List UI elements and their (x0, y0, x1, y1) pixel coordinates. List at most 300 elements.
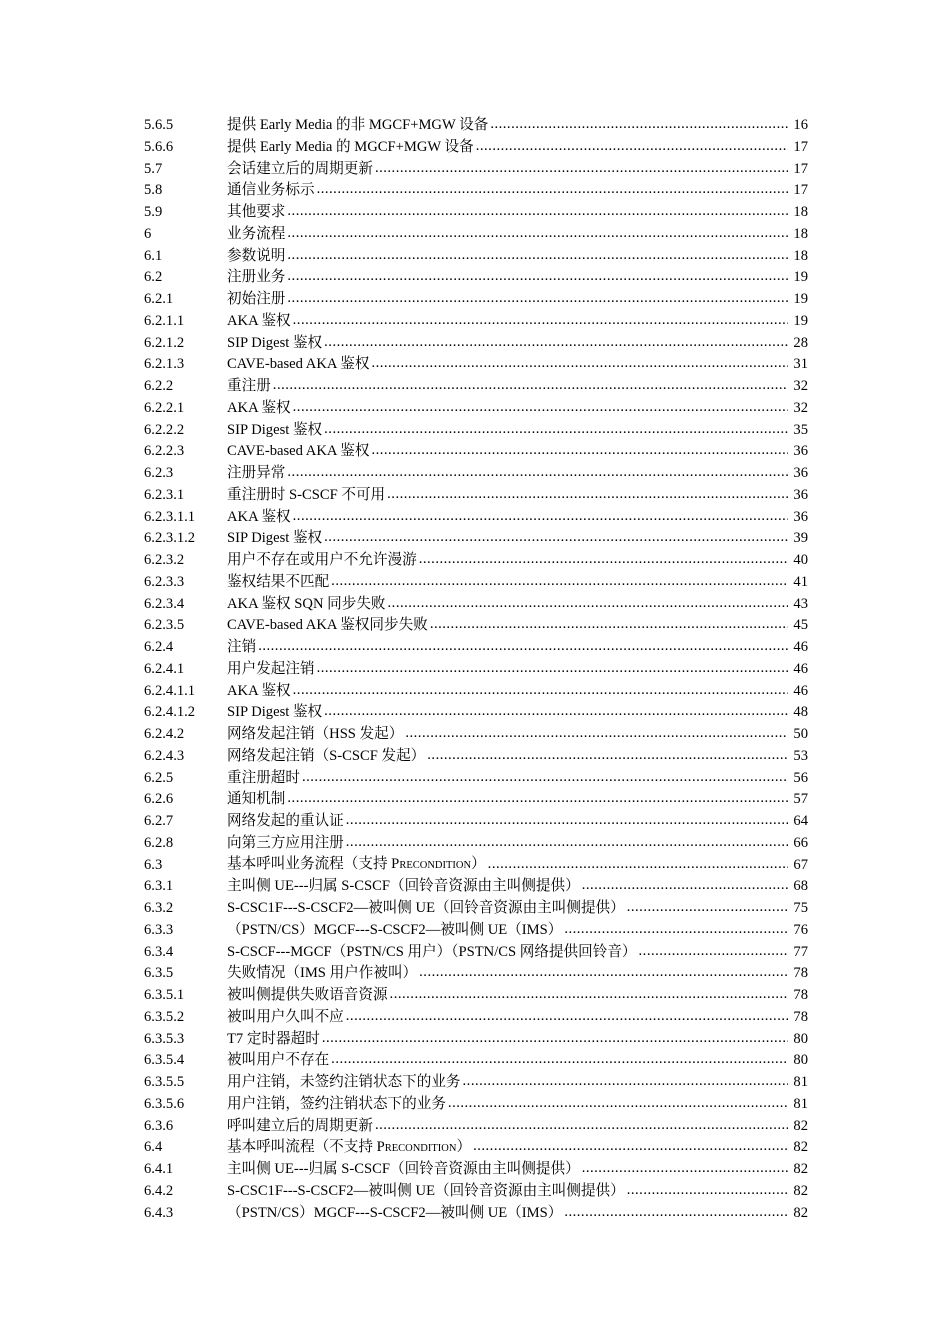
toc-entry[interactable] (144, 550, 808, 572)
toc-dot-leader (273, 375, 788, 397)
toc-dot-leader (322, 1028, 788, 1050)
toc-entry-number: 6.2.3.1.1 (144, 508, 196, 525)
toc-entry-title (227, 615, 428, 637)
toc-dot-leader (627, 1180, 788, 1202)
toc-entry-title-text: 参数说明 (227, 247, 286, 264)
toc-dot-leader (427, 745, 788, 767)
toc-entry-page: 57 (793, 791, 808, 808)
toc-entry-title (227, 441, 369, 463)
toc-entry-title-text: 基本呼叫业务流程（支持 P (227, 856, 400, 872)
toc-entry-title-text: 被叫用户不存在 (227, 1052, 330, 1069)
toc-entry-page: 18 (793, 247, 808, 264)
toc-entry-title (227, 985, 388, 1007)
toc-entry-title (227, 354, 369, 376)
toc-dot-leader (390, 984, 788, 1006)
toc-entry-title-text: 其他要求 (227, 204, 286, 220)
toc-entry[interactable] (144, 376, 808, 398)
toc-entry-title-text: 网络发起注销（HSS 发起） (227, 726, 404, 742)
toc-entry-number: 6.2.3.2 (144, 552, 185, 568)
toc-entry-title-text: SIP Digest 鉴权 (227, 334, 323, 351)
toc-entry-title (227, 376, 271, 398)
toc-entry-title-text: 呼叫建立后的周期更新 (227, 1117, 373, 1134)
toc-entry[interactable] (144, 985, 808, 1007)
toc-entry-title (227, 876, 580, 898)
toc-entry-title (227, 1007, 344, 1029)
toc-dot-leader (582, 1158, 788, 1180)
toc-dot-leader (490, 114, 788, 136)
toc-entry-title-text: 鉴权结果不匹配 (227, 573, 330, 590)
toc-entry-number: 6.4.1 (144, 1161, 174, 1177)
toc-entry-page: 82 (793, 1117, 808, 1134)
toc-dot-leader (371, 440, 788, 462)
toc-entry-title-text: 用户注销，未签约注销状态下的业务 (227, 1074, 461, 1090)
toc-entry-title (227, 789, 285, 811)
toc-entry-title (227, 137, 474, 159)
toc-entry-page: 40 (793, 552, 808, 568)
toc-entry-title (227, 485, 385, 507)
toc-entry-title (227, 1159, 580, 1181)
toc-entry[interactable] (144, 507, 808, 529)
toc-dot-leader (293, 397, 788, 419)
toc-entry[interactable] (144, 398, 808, 420)
toc-entry-title-text: AKA 鉴权 (227, 682, 291, 699)
toc-entry-page: 35 (793, 421, 808, 438)
toc-entry-page: 32 (793, 399, 808, 416)
toc-dot-leader (293, 680, 788, 702)
toc-entry-page: 17 (793, 182, 808, 199)
toc-entry-title (227, 1116, 373, 1138)
toc-dot-leader (346, 832, 788, 854)
toc-entry-title-text: AKA 鉴权 (227, 399, 291, 416)
toc-entry-title (227, 963, 417, 985)
toc-entry-title (227, 159, 373, 181)
toc-entry-title (227, 659, 315, 681)
toc-entry-title (227, 180, 315, 202)
toc-entry-page: 36 (793, 508, 808, 525)
toc-entry-title-text: （PSTN/CS）MGCF---S-CSCF2—被叫侧 UE（IMS） (227, 921, 563, 938)
toc-entry-number: 6.3 (144, 856, 163, 873)
toc-entry-number: 5.7 (144, 160, 163, 177)
toc-entry-number: 6.2.2.1 (144, 399, 185, 416)
toc-dot-leader (448, 1093, 788, 1115)
toc-entry-page: 81 (793, 1074, 808, 1090)
toc-entry-page: 43 (793, 595, 808, 612)
toc-entry-title-text: CAVE-based AKA 鉴权 (227, 356, 370, 373)
toc-dot-leader (564, 919, 788, 941)
toc-entry[interactable] (144, 963, 808, 985)
toc-dot-leader (473, 1136, 788, 1158)
toc-entry-number: 6.2.3 (144, 465, 174, 481)
toc-entry-number: 5.9 (144, 204, 163, 220)
toc-entry[interactable] (144, 289, 808, 311)
toc-entry-number: 6.2.8 (144, 834, 174, 851)
toc-entry[interactable] (144, 1094, 808, 1116)
toc-entry-title (227, 224, 285, 246)
toc-entry-number: 6.4.2 (144, 1182, 174, 1199)
toc-entry-title-text: SIP Digest 鉴权 (227, 704, 323, 721)
toc-dot-leader (287, 245, 788, 267)
toc-entry-title-text: 提供 Early Media 的非 MGCF+MGW 设备 (227, 117, 489, 133)
toc-dot-leader (293, 506, 788, 528)
toc-entry[interactable] (144, 789, 808, 811)
toc-entry-title-text: AKA 鉴权 (227, 312, 291, 329)
toc-dot-leader (375, 158, 788, 180)
toc-entry-page: 80 (793, 1030, 808, 1047)
toc-entry-page: 18 (793, 225, 808, 242)
toc-entry-page: 75 (793, 900, 808, 916)
toc-entry-title (227, 942, 637, 964)
toc-dot-leader (371, 353, 788, 375)
toc-entry[interactable] (144, 115, 808, 137)
toc-entry-title (227, 833, 344, 855)
toc-dot-leader (564, 1202, 788, 1224)
toc-entry-number: 6.2.6 (144, 791, 174, 808)
toc-entry[interactable] (144, 441, 808, 463)
toc-entry-title-text: S-CSCF---MGCF（PSTN/CS 用户）（PSTN/CS 网络提供回铃音） (227, 943, 637, 960)
toc-entry-title-text: 注册异常 (227, 465, 286, 481)
toc-entry-title (227, 768, 300, 790)
toc-entry-number: 5.6.5 (144, 117, 174, 133)
toc-entry-title (227, 854, 486, 877)
toc-dot-leader (287, 288, 788, 310)
toc-entry-page: 17 (793, 138, 808, 155)
toc-entry[interactable] (144, 180, 808, 202)
toc-entry-number: 6.2.3.3 (144, 573, 185, 590)
toc-entry-title-text: （PSTN/CS）MGCF---S-CSCF2—被叫侧 UE（IMS） (227, 1204, 563, 1221)
toc-entry-page: 64 (793, 813, 808, 829)
toc-entry-page: 48 (793, 704, 808, 721)
toc-entry-number: 6.2.1 (144, 291, 174, 307)
toc-dot-leader (287, 788, 788, 810)
toc-entry-page: 82 (793, 1139, 808, 1156)
toc-entry-title (227, 1072, 461, 1094)
toc-entry-title-text: CAVE-based AKA 鉴权 (227, 443, 370, 460)
toc-dot-leader (405, 723, 788, 745)
toc-entry-title-text: S-CSC1F---S-CSCF2—被叫侧 UE（回铃音资源由主叫侧提供） (227, 900, 625, 916)
toc-entry-title-text: 失败情况（IMS 用户作被叫） (227, 965, 418, 982)
toc-dot-leader (463, 1071, 788, 1093)
toc-entry-page: 19 (793, 269, 808, 286)
toc-dot-leader (324, 419, 788, 441)
toc-dot-leader (324, 527, 788, 549)
toc-entry-title (227, 920, 562, 942)
toc-dot-leader (317, 179, 788, 201)
toc-entry[interactable] (144, 920, 808, 942)
toc-entry[interactable] (144, 159, 808, 181)
toc-entry[interactable] (144, 1029, 808, 1051)
toc-entry-number: 6.2.4.1 (144, 660, 185, 677)
toc-entry-number: 6.3.5.6 (144, 1095, 185, 1112)
toc-entry-number: 6.2 (144, 269, 163, 286)
toc-entry[interactable] (144, 594, 808, 616)
toc-entry-page: 28 (793, 334, 808, 351)
toc-dot-leader (293, 310, 788, 332)
toc-entry-title-text: 注销 (227, 639, 257, 655)
toc-entry-title-text: 用户注销，签约注销状态下的业务 (227, 1095, 446, 1112)
toc-entry[interactable] (144, 746, 808, 768)
toc-entry-number: 6.2.2.3 (144, 443, 185, 460)
toc-entry-number: 6.2.3.1 (144, 486, 185, 503)
toc-entry-number: 5.8 (144, 182, 163, 199)
toc-dot-leader (287, 266, 788, 288)
toc-entry-page: 50 (793, 726, 808, 742)
toc-entry-title-end: ） (471, 856, 486, 872)
toc-entry-title-subscript: RECONDITION (384, 1142, 457, 1154)
toc-entry[interactable] (144, 1159, 808, 1181)
toc-entry[interactable] (144, 224, 808, 246)
toc-entry-title (227, 1203, 562, 1225)
toc-entry-title-text: 通信业务标示 (227, 182, 315, 199)
toc-entry-title (227, 333, 322, 355)
toc-entry-title (227, 267, 285, 289)
toc-entry-page: 78 (793, 965, 808, 982)
toc-entry-title-text: S-CSC1F---S-CSCF2—被叫侧 UE（回铃音资源由主叫侧提供） (227, 1182, 625, 1199)
toc-entry-title (227, 115, 488, 137)
toc-entry-title-text: 初始注册 (227, 291, 286, 307)
toc-entry-number: 6.3.5.3 (144, 1030, 185, 1047)
toc-entry-title (227, 463, 285, 485)
toc-entry[interactable] (144, 267, 808, 289)
toc-entry[interactable] (144, 246, 808, 268)
toc-dot-leader (375, 1115, 788, 1137)
toc-entry-page: 18 (793, 204, 808, 220)
toc-dot-leader (258, 636, 788, 658)
toc-entry-title (227, 681, 291, 703)
toc-entry-page: 67 (793, 856, 808, 873)
toc-entry-number: 6.4 (144, 1139, 163, 1156)
toc-dot-leader (419, 962, 788, 984)
toc-entry-number: 6.2.3.1.2 (144, 530, 196, 547)
toc-entry-title-text: 业务流程 (227, 225, 286, 242)
toc-entry-page: 56 (793, 769, 808, 786)
toc-entry-number: 6.2.4.1.1 (144, 682, 196, 699)
toc-dot-leader (331, 1049, 788, 1071)
toc-entry-number: 6.2.4 (144, 639, 174, 655)
toc-entry-title (227, 246, 285, 268)
toc-entry-title-text: 重注册时 S-CSCF 不可用 (227, 486, 386, 503)
toc-entry[interactable] (144, 137, 808, 159)
toc-entry-page: 19 (793, 291, 808, 307)
toc-entry[interactable] (144, 1007, 808, 1029)
toc-entry-title-text: 会话建立后的周期更新 (227, 160, 373, 177)
toc-entry-title (227, 311, 291, 333)
toc-entry-page: 32 (793, 378, 808, 394)
toc-entry-title (227, 1050, 329, 1072)
toc-entry[interactable] (144, 724, 808, 746)
toc-entry-title (227, 289, 285, 311)
toc-entry-page: 76 (793, 921, 808, 938)
toc-dot-leader (488, 854, 788, 876)
toc-entry-number: 6.2.4.2 (144, 726, 185, 742)
toc-entry-number: 6.2.1.1 (144, 312, 185, 329)
toc-entry-title-text: 注册业务 (227, 269, 286, 286)
toc-entry-title-text: 被叫用户久叫不应 (227, 1008, 344, 1025)
toc-entry-number: 6.3.4 (144, 943, 174, 960)
toc-entry-number: 6.2.2 (144, 378, 174, 394)
toc-entry-number: 6.2.3.5 (144, 617, 185, 634)
toc-entry-title-text: 网络发起的重认证 (227, 813, 344, 829)
toc-entry-page: 53 (793, 747, 808, 764)
toc-entry-number: 5.6.6 (144, 138, 174, 155)
toc-entry[interactable] (144, 811, 808, 833)
toc-entry[interactable] (144, 1203, 808, 1225)
toc-entry[interactable] (144, 528, 808, 550)
toc-entry-number: 6.3.1 (144, 878, 174, 895)
toc-entry-page: 46 (793, 682, 808, 699)
toc-dot-leader (639, 941, 788, 963)
toc-entry[interactable] (144, 485, 808, 507)
toc-entry-title-text: 网络发起注销（S-CSCF 发起） (227, 747, 426, 764)
toc-dot-leader (346, 1006, 788, 1028)
toc-entry-number: 6.2.1.2 (144, 334, 185, 351)
toc-entry-title-text: 被叫侧提供失败语音资源 (227, 987, 388, 1003)
toc-entry-title (227, 1137, 471, 1160)
toc-dot-leader (419, 549, 788, 571)
toc-entry-title-text: AKA 鉴权 (227, 508, 291, 525)
toc-entry-number: 6.3.5.1 (144, 987, 185, 1003)
toc-dot-leader (331, 571, 788, 593)
toc-entry-title (227, 724, 403, 746)
toc-dot-leader (346, 810, 788, 832)
toc-entry-title-end: ） (456, 1138, 472, 1155)
toc-entry[interactable] (144, 333, 808, 355)
toc-entry-number: 6.3.5 (144, 965, 174, 982)
toc-entry-title (227, 1094, 446, 1116)
toc-entry-page: 46 (793, 639, 808, 655)
toc-entry-title (227, 898, 625, 920)
toc-entry-title-text: SIP Digest 鉴权 (227, 421, 323, 438)
toc-entry-title-text: 主叫侧 UE---归属 S-CSCF（回铃音资源由主叫侧提供） (227, 878, 580, 895)
toc-entry-page: 82 (793, 1182, 808, 1199)
toc-entry[interactable] (144, 572, 808, 594)
toc-entry-number: 6.2.4.1.2 (144, 704, 196, 721)
toc-entry-number: 6.2.1.3 (144, 356, 185, 373)
toc-entry[interactable] (144, 681, 808, 703)
toc-dot-leader (430, 614, 788, 636)
toc-entry-page: 82 (793, 1161, 808, 1177)
toc-entry[interactable] (144, 1181, 808, 1203)
toc-entry-page: 36 (793, 443, 808, 460)
toc-entry-page: 77 (793, 943, 808, 960)
toc-entry[interactable] (144, 637, 808, 659)
toc-entry-page: 41 (793, 573, 808, 590)
toc-entry[interactable] (144, 1137, 808, 1159)
toc-entry-title-text: 通知机制 (227, 791, 286, 808)
toc-entry-page: 19 (793, 312, 808, 329)
toc-entry-number: 6.2.7 (144, 813, 174, 829)
toc-dot-leader (627, 897, 788, 919)
toc-entry[interactable] (144, 463, 808, 485)
toc-entry[interactable] (144, 898, 808, 920)
toc-entry[interactable] (144, 311, 808, 333)
toc-entry[interactable] (144, 1072, 808, 1094)
toc-entry[interactable] (144, 615, 808, 637)
toc-entry-title (227, 398, 291, 420)
toc-entry-page: 66 (793, 834, 808, 851)
toc-entry-title (227, 528, 322, 550)
toc-dot-leader (317, 658, 788, 680)
toc-entry-number: 6.3.2 (144, 900, 174, 916)
toc-entry-page: 16 (793, 117, 808, 133)
toc-entry-title-text: 提供 Early Media 的 MGCF+MGW 设备 (227, 138, 474, 155)
toc-entry-title (227, 550, 417, 572)
toc-entry-title-text: 基本呼叫流程（不支持 P (227, 1138, 385, 1155)
toc-entry-page: 82 (793, 1204, 808, 1221)
toc-entry-page: 78 (793, 987, 808, 1003)
toc-entry-title-text: 主叫侧 UE---归属 S-CSCF（回铃音资源由主叫侧提供） (227, 1161, 580, 1177)
toc-dot-leader (302, 767, 788, 789)
toc-entry-number: 6.3.5.5 (144, 1074, 185, 1090)
toc-entry[interactable] (144, 1116, 808, 1138)
toc-entry-page: 81 (793, 1095, 808, 1112)
toc-entry-title-text: AKA 鉴权 SQN 同步失败 (227, 595, 386, 612)
toc-entry[interactable] (144, 659, 808, 681)
table-of-contents (144, 115, 808, 1224)
toc-entry-number: 6.3.6 (144, 1117, 174, 1134)
toc-entry[interactable] (144, 833, 808, 855)
toc-entry-number: 6.4.3 (144, 1204, 174, 1221)
toc-entry-number: 6 (144, 225, 152, 242)
toc-entry-page: 45 (793, 617, 808, 634)
toc-entry-title-text: CAVE-based AKA 鉴权同步失败 (227, 617, 428, 634)
toc-entry[interactable] (144, 202, 808, 224)
toc-entry-title (227, 507, 291, 529)
toc-entry[interactable] (144, 768, 808, 790)
toc-entry-title (227, 637, 256, 659)
toc-entry-title (227, 572, 329, 594)
toc-dot-leader (287, 462, 788, 484)
toc-dot-leader (324, 701, 788, 723)
toc-entry-title-subscript: RECONDITION (399, 860, 472, 871)
toc-entry-number: 6.3.5.4 (144, 1052, 185, 1069)
toc-dot-leader (582, 875, 788, 897)
toc-entry[interactable] (144, 1050, 808, 1072)
toc-entry[interactable] (144, 942, 808, 964)
toc-entry[interactable] (144, 420, 808, 442)
toc-entry-title (227, 702, 322, 724)
toc-entry-title-text: SIP Digest 鉴权 (227, 530, 323, 547)
toc-entry-title (227, 202, 285, 224)
toc-entry-page: 31 (793, 356, 808, 373)
toc-dot-leader (387, 484, 788, 506)
toc-entry[interactable] (144, 855, 808, 877)
toc-entry-title (227, 811, 344, 833)
toc-entry-title (227, 746, 425, 768)
toc-entry-page: 17 (793, 160, 808, 177)
toc-entry-title-text: 重注册 (227, 378, 271, 394)
toc-entry[interactable] (144, 702, 808, 724)
toc-entry-title-text: T7 定时器超时 (227, 1030, 320, 1047)
toc-entry-page: 46 (793, 660, 808, 677)
toc-dot-leader (388, 593, 788, 615)
toc-entry-page: 36 (793, 465, 808, 481)
toc-dot-leader (476, 136, 788, 158)
toc-entry-title (227, 594, 386, 616)
toc-entry-title (227, 1029, 320, 1051)
toc-entry-page: 78 (793, 1008, 808, 1025)
toc-entry-title (227, 420, 322, 442)
toc-entry[interactable] (144, 354, 808, 376)
toc-entry-title-text: 用户发起注销 (227, 660, 315, 677)
toc-dot-leader (324, 332, 788, 354)
toc-entry[interactable] (144, 876, 808, 898)
toc-entry-number: 6.3.5.2 (144, 1008, 185, 1025)
toc-entry-page: 36 (793, 486, 808, 503)
toc-entry-number: 6.1 (144, 247, 163, 264)
toc-entry-title-text: 向第三方应用注册 (227, 834, 344, 851)
toc-entry-title (227, 1181, 625, 1203)
toc-entry-number: 6.2.2.2 (144, 421, 185, 438)
